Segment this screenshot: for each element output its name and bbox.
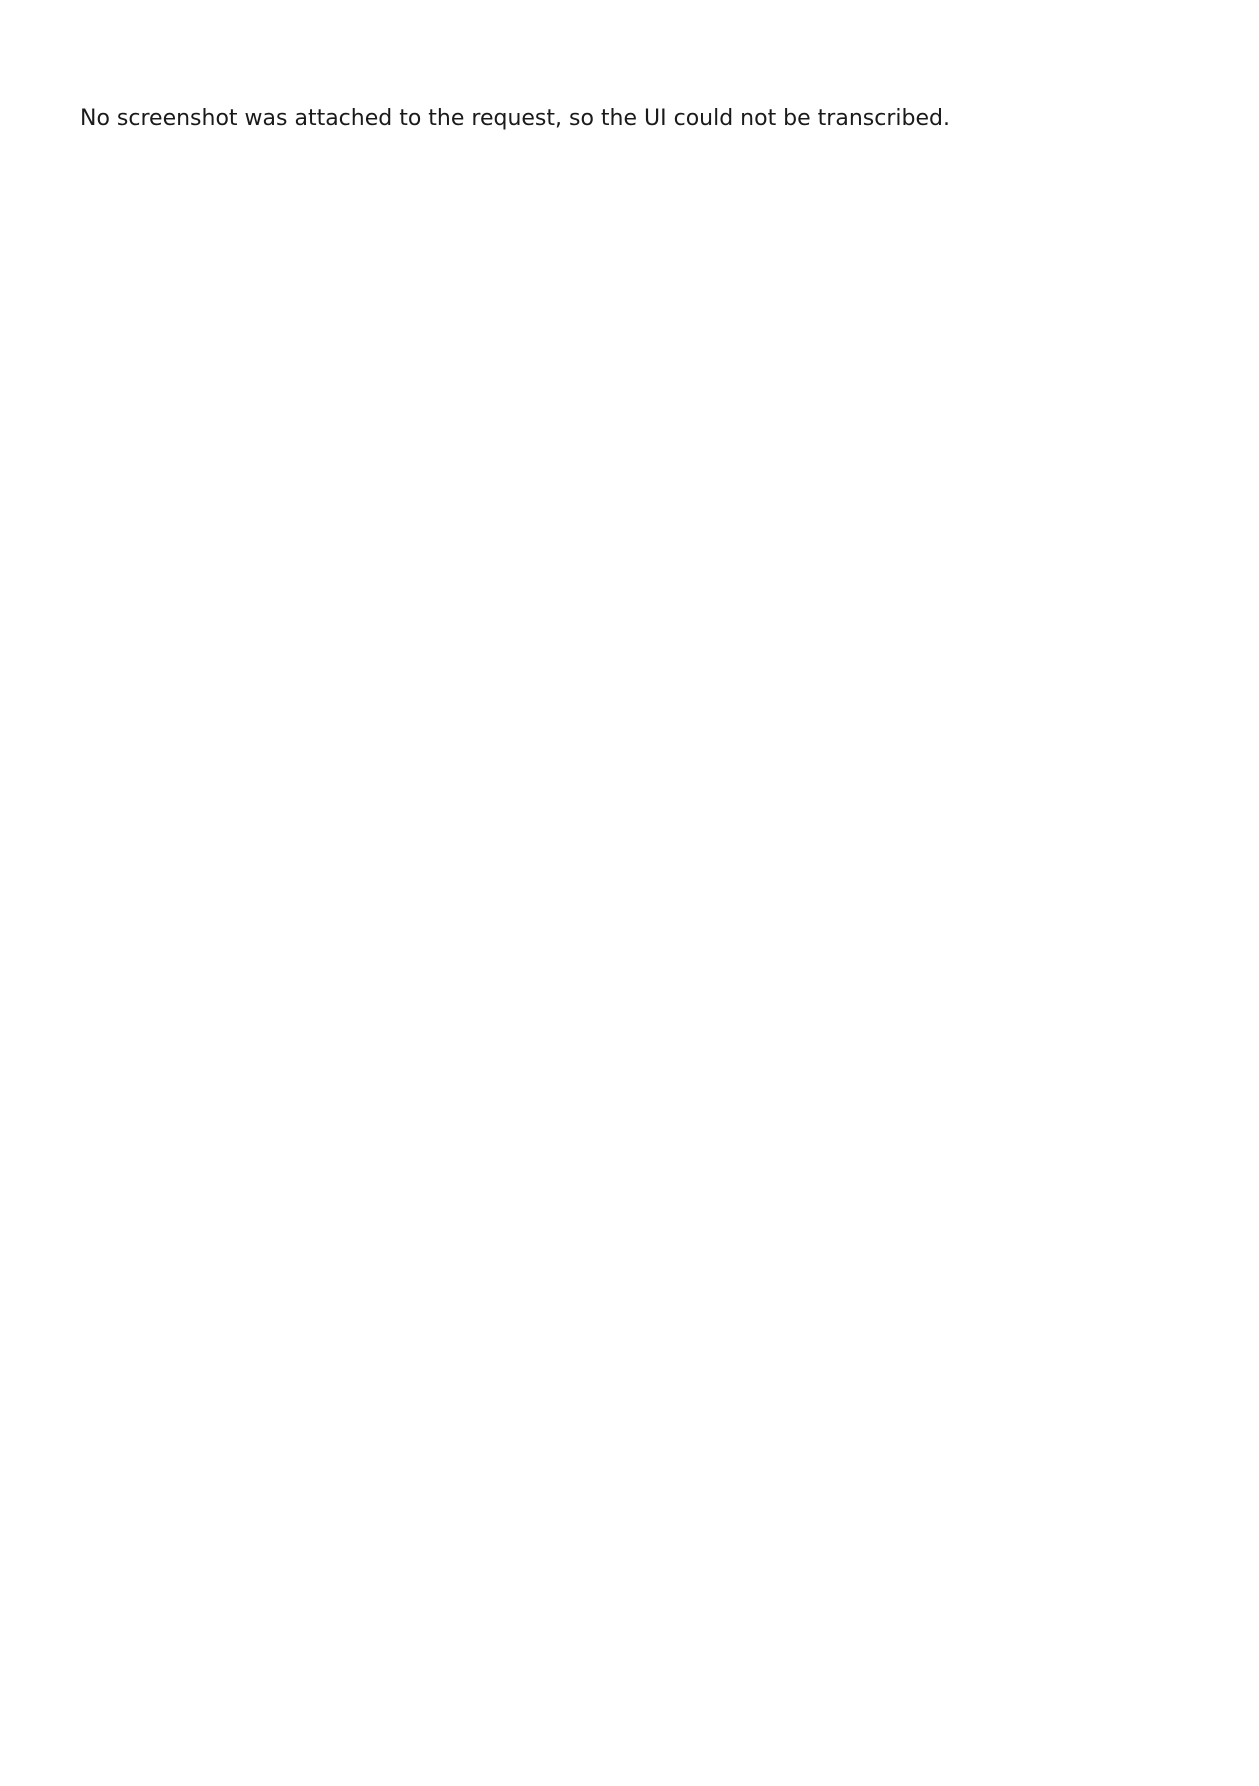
missing-image-notice: No screenshot was attached to the request, so the UI could not be transcribed.	[80, 106, 950, 131]
